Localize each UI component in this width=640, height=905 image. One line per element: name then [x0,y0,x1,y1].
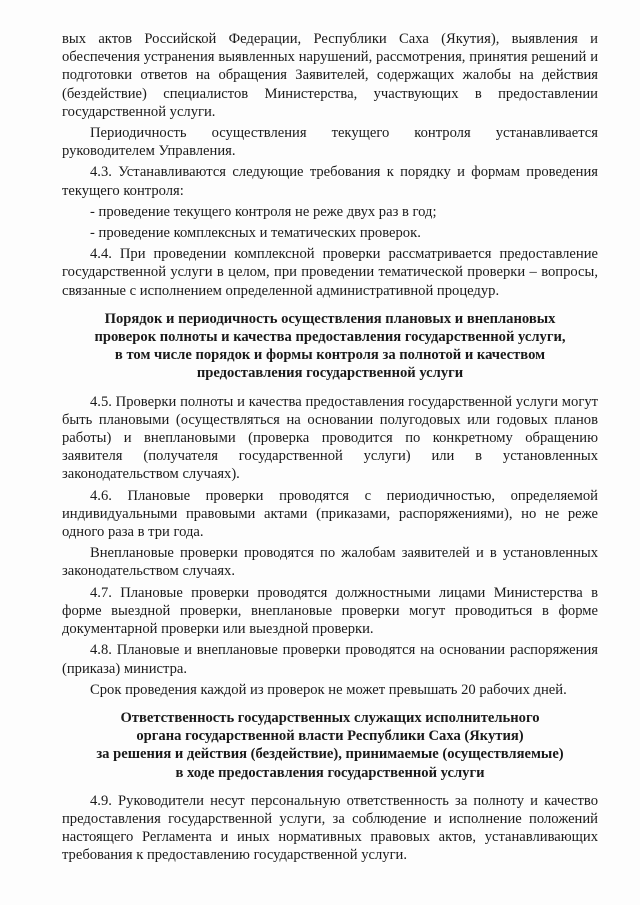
paragraph: 4.8. Плановые и внеплановые проверки проводятся на основании распоряжения (приказа) министра. [62,642,598,677]
heading-line: за решения и действия (бездействие), принимаемые (осуществляемые) [96,746,564,763]
paragraph: Срок проведения каждой из проверок не может превышать 20 рабочих дней. [90,681,567,698]
paragraph: 4.9. Руководители несут персональную ответственность за полноту и качество предоставления государственной услуги, за соблюдение и исполнение положений настоящего Регламента и иных нормативных правовых актов, устанавливающих требования к предоставлению государственной услуги. [62,792,598,864]
paragraph: 4.4. При проведении комплексной проверки рассматривается предоставление государственной услуги в целом, при проведении тематической проверки – вопросы, связанные с исполнением определенной административной процедур. [62,246,598,299]
paragraph: Внеплановые проверки проводятся по жалобам заявителей и в установленных законодательством случаях. [62,545,598,580]
heading-line: Ответственность государственных служащих исполнительного [120,709,540,726]
heading-line: в ходе предоставления государственной услуги [175,764,485,781]
paragraph: 4.6. Плановые проверки проводятся с периодичностью, определяемой индивидуальными правовыми актами (приказами, распоряжениями), но не реже одного раза в три года. [62,487,598,541]
heading-line: органа государственной власти Республики Саха (Якутия) [136,728,524,745]
list-item: - проведение комплексных и тематических проверок. [90,225,421,242]
heading-line: проверок полноты и качества предоставления государственной услуги, [94,329,566,346]
paragraph: 4.3. Устанавливаются следующие требования к порядку и формам проведения текущего контроля: [62,164,598,199]
paragraph: 4.7. Плановые проверки проводятся должностными лицами Министерства в форме выездной проверки, внеплановые проверки могут проводиться в форме документарной проверки или выездной проверки. [62,584,598,638]
heading-line: в том числе порядок и формы контроля за полнотой и качеством [114,347,546,364]
paragraph: вых актов Российской Федерации, Республики Саха (Якутия), выявления и обеспечения устранения выявленных нарушений, рассмотрения, принятия решений и подготовки ответов на обращения Заявителей, содержащих жалобы на действия (бездействие) специалистов Министерства, участвующих в предоставлении государственной услуги. [62,31,598,120]
paragraph: 4.5. Проверки полноты и качества предоставления государственной услуги могут быть плановыми (осуществляться на основании полугодовых или годовых планов работы) и внеплановыми (проверка проводится по конкретному обращению заявителя (получателя государственной услуги) или в установленных законодательством случаях). [62,393,598,483]
heading-line: Порядок и периодичность осуществления плановых и внеплановых [104,310,556,327]
paragraph: Периодичность осуществления текущего контроля устанавливается руководителем Управления. [62,125,598,160]
list-item: - проведение текущего контроля не реже двух раз в год; [90,203,437,220]
section-heading [62,310,598,383]
section-heading [62,709,598,782]
document-body [62,30,598,868]
heading-line: предоставления государственной услуги [196,365,464,382]
